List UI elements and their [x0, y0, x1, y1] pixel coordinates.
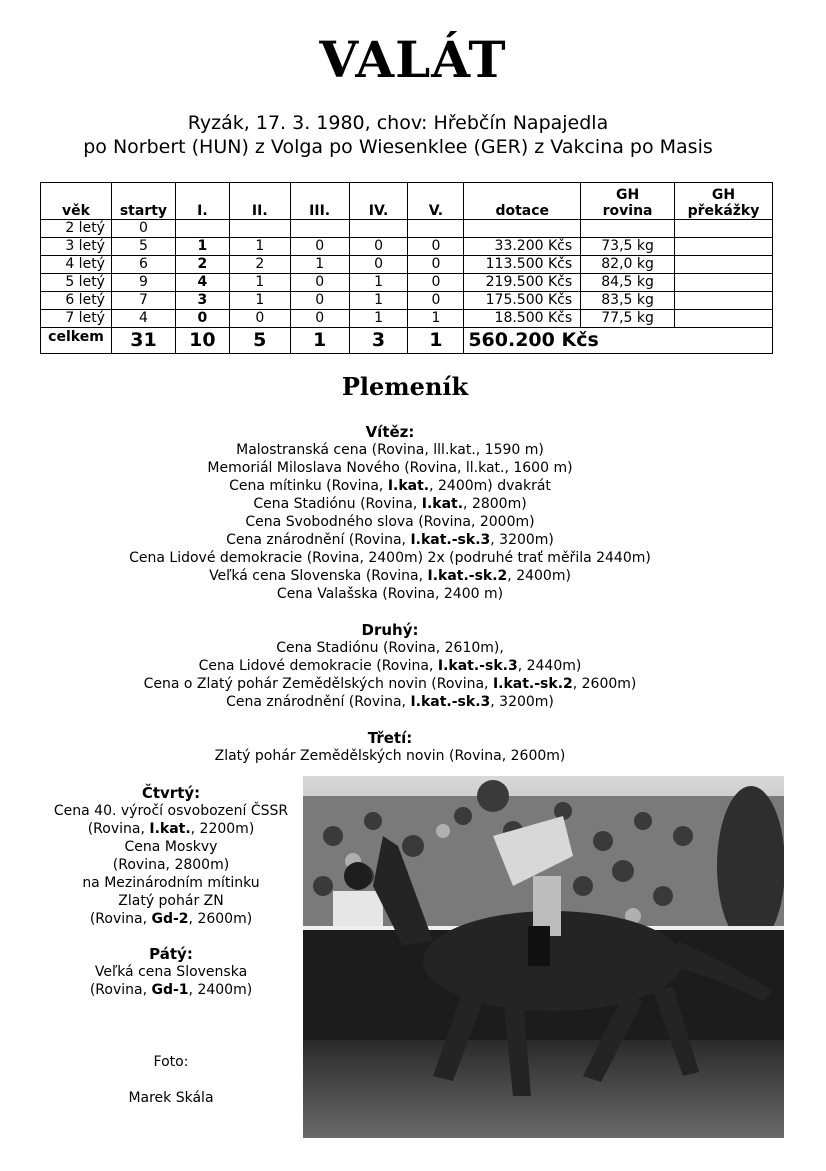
list-item: Cena mítinku (Rovina, I.kat., 2400m) dvakrát: [229, 478, 551, 494]
photo-credit-label: Foto:: [153, 1054, 189, 1070]
list-item: (Rovina, Gd-1, 2400m): [89, 982, 253, 998]
list-item: Memoriál Miloslava Nového (Rovina, ll.kat., 1600 m): [207, 460, 573, 476]
list-item: na Mezinárodním mítinku: [82, 875, 260, 891]
fifth-place-section: [40, 945, 302, 999]
winner-header: Vítěz:: [365, 423, 415, 441]
list-item: Cena Lidové demokracie (Rovina, 2400m) 2x (podruhé trať měřila 2440m): [129, 550, 651, 566]
table-row: 7 letý 4 0 0 0 1 1 18.500 Kčs 77,5 kg: [41, 310, 773, 328]
col-header-age: věk: [41, 183, 112, 220]
list-item: Cena Stadiónu (Rovina, 2610m),: [276, 640, 504, 656]
list-item: Cena o Zlatý pohár Zemědělských novin (Rovina, I.kat.-sk.2, 2600m): [143, 676, 637, 692]
table-row: 3 letý 5 1 1 0 0 0 33.200 Kčs 73,5 kg: [41, 238, 773, 256]
list-item: Cena znárodnění (Rovina, I.kat.-sk.3, 3200m): [226, 694, 554, 710]
fourth-header: Čtvrtý:: [141, 784, 201, 802]
table-row: 6 letý 7 3 1 0 1 0 175.500 Kčs 83,5 kg: [41, 292, 773, 310]
col-header-starts: starty: [111, 183, 175, 220]
list-item: Cena Moskvy: [124, 839, 218, 855]
third-place-section: [0, 729, 780, 765]
winner-section: [0, 423, 780, 603]
list-item: (Rovina, Gd-2, 2600m): [89, 911, 253, 927]
total-label: celkem: [41, 328, 112, 354]
list-item: Malostranská cena (Rovina, lll.kat., 1590 m): [236, 442, 544, 458]
horse-details: Ryzák, 17. 3. 1980, chov: Hřebčín Napajedla: [187, 112, 609, 134]
list-item: Zlatý pohár Zemědělských novin (Rovina, 2600m): [214, 748, 566, 764]
col-header-prize: dotace: [464, 183, 581, 220]
fourth-place-section: [40, 784, 302, 928]
section-title: Plemeník: [341, 372, 469, 401]
third-header: Třetí:: [367, 729, 413, 747]
col-header-gh-flat: GH rovina: [581, 183, 675, 220]
list-item: Cena znárodnění (Rovina, I.kat.-sk.3, 3200m): [226, 532, 554, 548]
table-total-row: celkem 31 10 5 1 3 1 560.200 Kčs: [41, 328, 773, 354]
second-place-section: [0, 621, 780, 711]
list-item: (Rovina, I.kat., 2200m): [87, 821, 255, 837]
horse-racing-photo: [303, 776, 784, 1138]
table-header-row: [41, 183, 773, 220]
col-header-gh-jump: GH překážky: [675, 183, 773, 220]
table-row: 2 letý 0: [41, 220, 773, 238]
total-prize: 560.200 Kčs: [464, 328, 773, 354]
col-header-third: III.: [290, 183, 349, 220]
fifth-header: Pátý:: [149, 945, 193, 963]
list-item: Cena Svobodného slova (Rovina, 2000m): [245, 514, 535, 530]
col-header-fifth: V.: [408, 183, 464, 220]
list-item: Veľká cena Slovenska: [94, 964, 248, 980]
list-item: Zlatý pohár ZN: [118, 893, 224, 909]
list-item: Cena Lidové demokracie (Rovina, I.kat.-sk.3, 2440m): [198, 658, 582, 674]
list-item: Cena Valašska (Rovina, 2400 m): [276, 586, 504, 602]
race-stats-table: [40, 182, 773, 354]
list-item: Cena 40. výročí osvobození ČSSR: [53, 803, 289, 819]
table-row: 4 letý 6 2 2 1 0 0 113.500 Kčs 82,0 kg: [41, 256, 773, 274]
col-header-second: II.: [229, 183, 290, 220]
second-header: Druhý:: [361, 621, 419, 639]
list-item: Cena Stadiónu (Rovina, I.kat., 2800m): [253, 496, 527, 512]
table-row: 5 letý 9 4 1 0 1 0 219.500 Kčs 84,5 kg: [41, 274, 773, 292]
list-item: Veľká cena Slovenska (Rovina, I.kat.-sk.2, 2400m): [209, 568, 571, 584]
col-header-first: I.: [175, 183, 229, 220]
col-header-fourth: IV.: [349, 183, 408, 220]
list-item: (Rovina, 2800m): [112, 857, 230, 873]
photo-credit-name: Marek Skála: [128, 1090, 214, 1106]
horse-name-title: VALÁT: [319, 30, 507, 89]
horse-pedigree: po Norbert (HUN) z Volga po Wiesenklee (GER) z Vakcina po Masis: [83, 136, 713, 158]
